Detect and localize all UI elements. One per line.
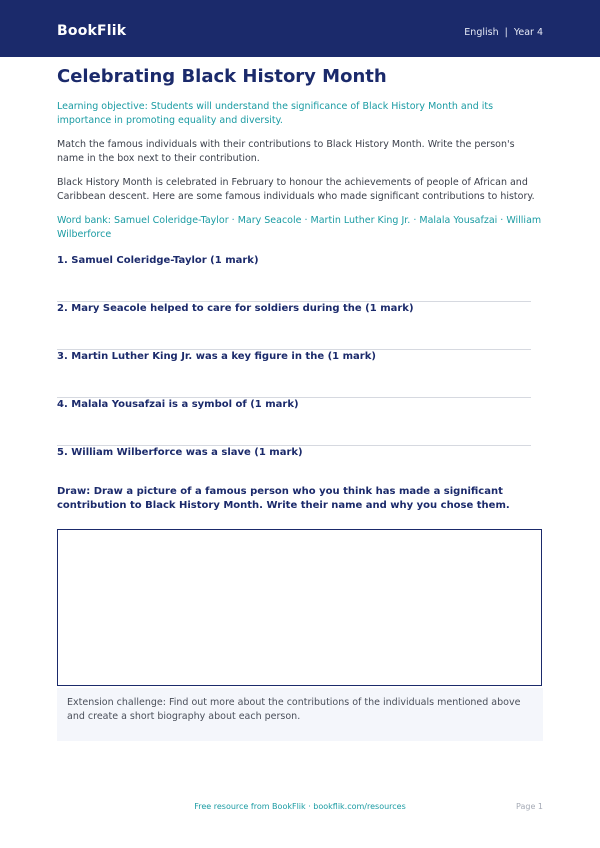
- question-text: 4. Malala Yousafzai is a symbol of (1 mark): [57, 399, 299, 410]
- question-text: 5. William Wilberforce was a slave (1 mark): [57, 447, 303, 458]
- question-text: 3. Martin Luther King Jr. was a key figure in the (1 mark): [57, 351, 376, 362]
- question-list: [57, 254, 531, 494]
- footer-source[interactable]: Free resource from BookFlik · bookflik.com/resources: [194, 802, 406, 811]
- meta-separator: |: [504, 27, 508, 38]
- instructions-text: Match the famous individuals with their contributions to Black History Month. Write the person's name in the box next to their contribution.: [57, 139, 515, 164]
- subject-label: English: [464, 27, 499, 38]
- question-item: [57, 398, 531, 446]
- year-label: Year 4: [513, 27, 543, 38]
- draw-prompt: Draw: Draw a picture of a famous person who you think has made a significant contribution to Black History Month. Write their name and why you chose them.: [57, 486, 510, 511]
- header-meta: [464, 27, 543, 38]
- intro-text: Black History Month is celebrated in February to honour the achievements of people of African and Caribbean descent. Here are some famous individuals who made significant contributions to history.: [57, 177, 535, 202]
- question-text: 1. Samuel Coleridge-Taylor (1 mark): [57, 255, 259, 266]
- header-bar: [0, 0, 600, 57]
- question-text: 2. Mary Seacole helped to care for soldiers during the (1 mark): [57, 303, 414, 314]
- question-item: [57, 254, 531, 302]
- page-title: Celebrating Black History Month: [57, 66, 387, 87]
- question-item: [57, 350, 531, 398]
- learning-objective: Learning objective: Students will understand the significance of Black History Month and its importance in promoting equality and diversity.: [57, 101, 494, 126]
- brand-logo-text: BookFlik: [57, 23, 127, 39]
- question-item: [57, 302, 531, 350]
- worksheet-intro: [57, 66, 543, 242]
- drawing-area[interactable]: [57, 529, 542, 686]
- page-number: Page 1: [516, 802, 543, 811]
- word-bank: Word bank: Samuel Coleridge-Taylor · Mary Seacole · Martin Luther King Jr. · Malala Yousafzai · William Wilberforce: [57, 215, 542, 240]
- extension-challenge: Extension challenge: Find out more about the contributions of the individuals mentioned above and create a short biography about each person.: [57, 688, 543, 741]
